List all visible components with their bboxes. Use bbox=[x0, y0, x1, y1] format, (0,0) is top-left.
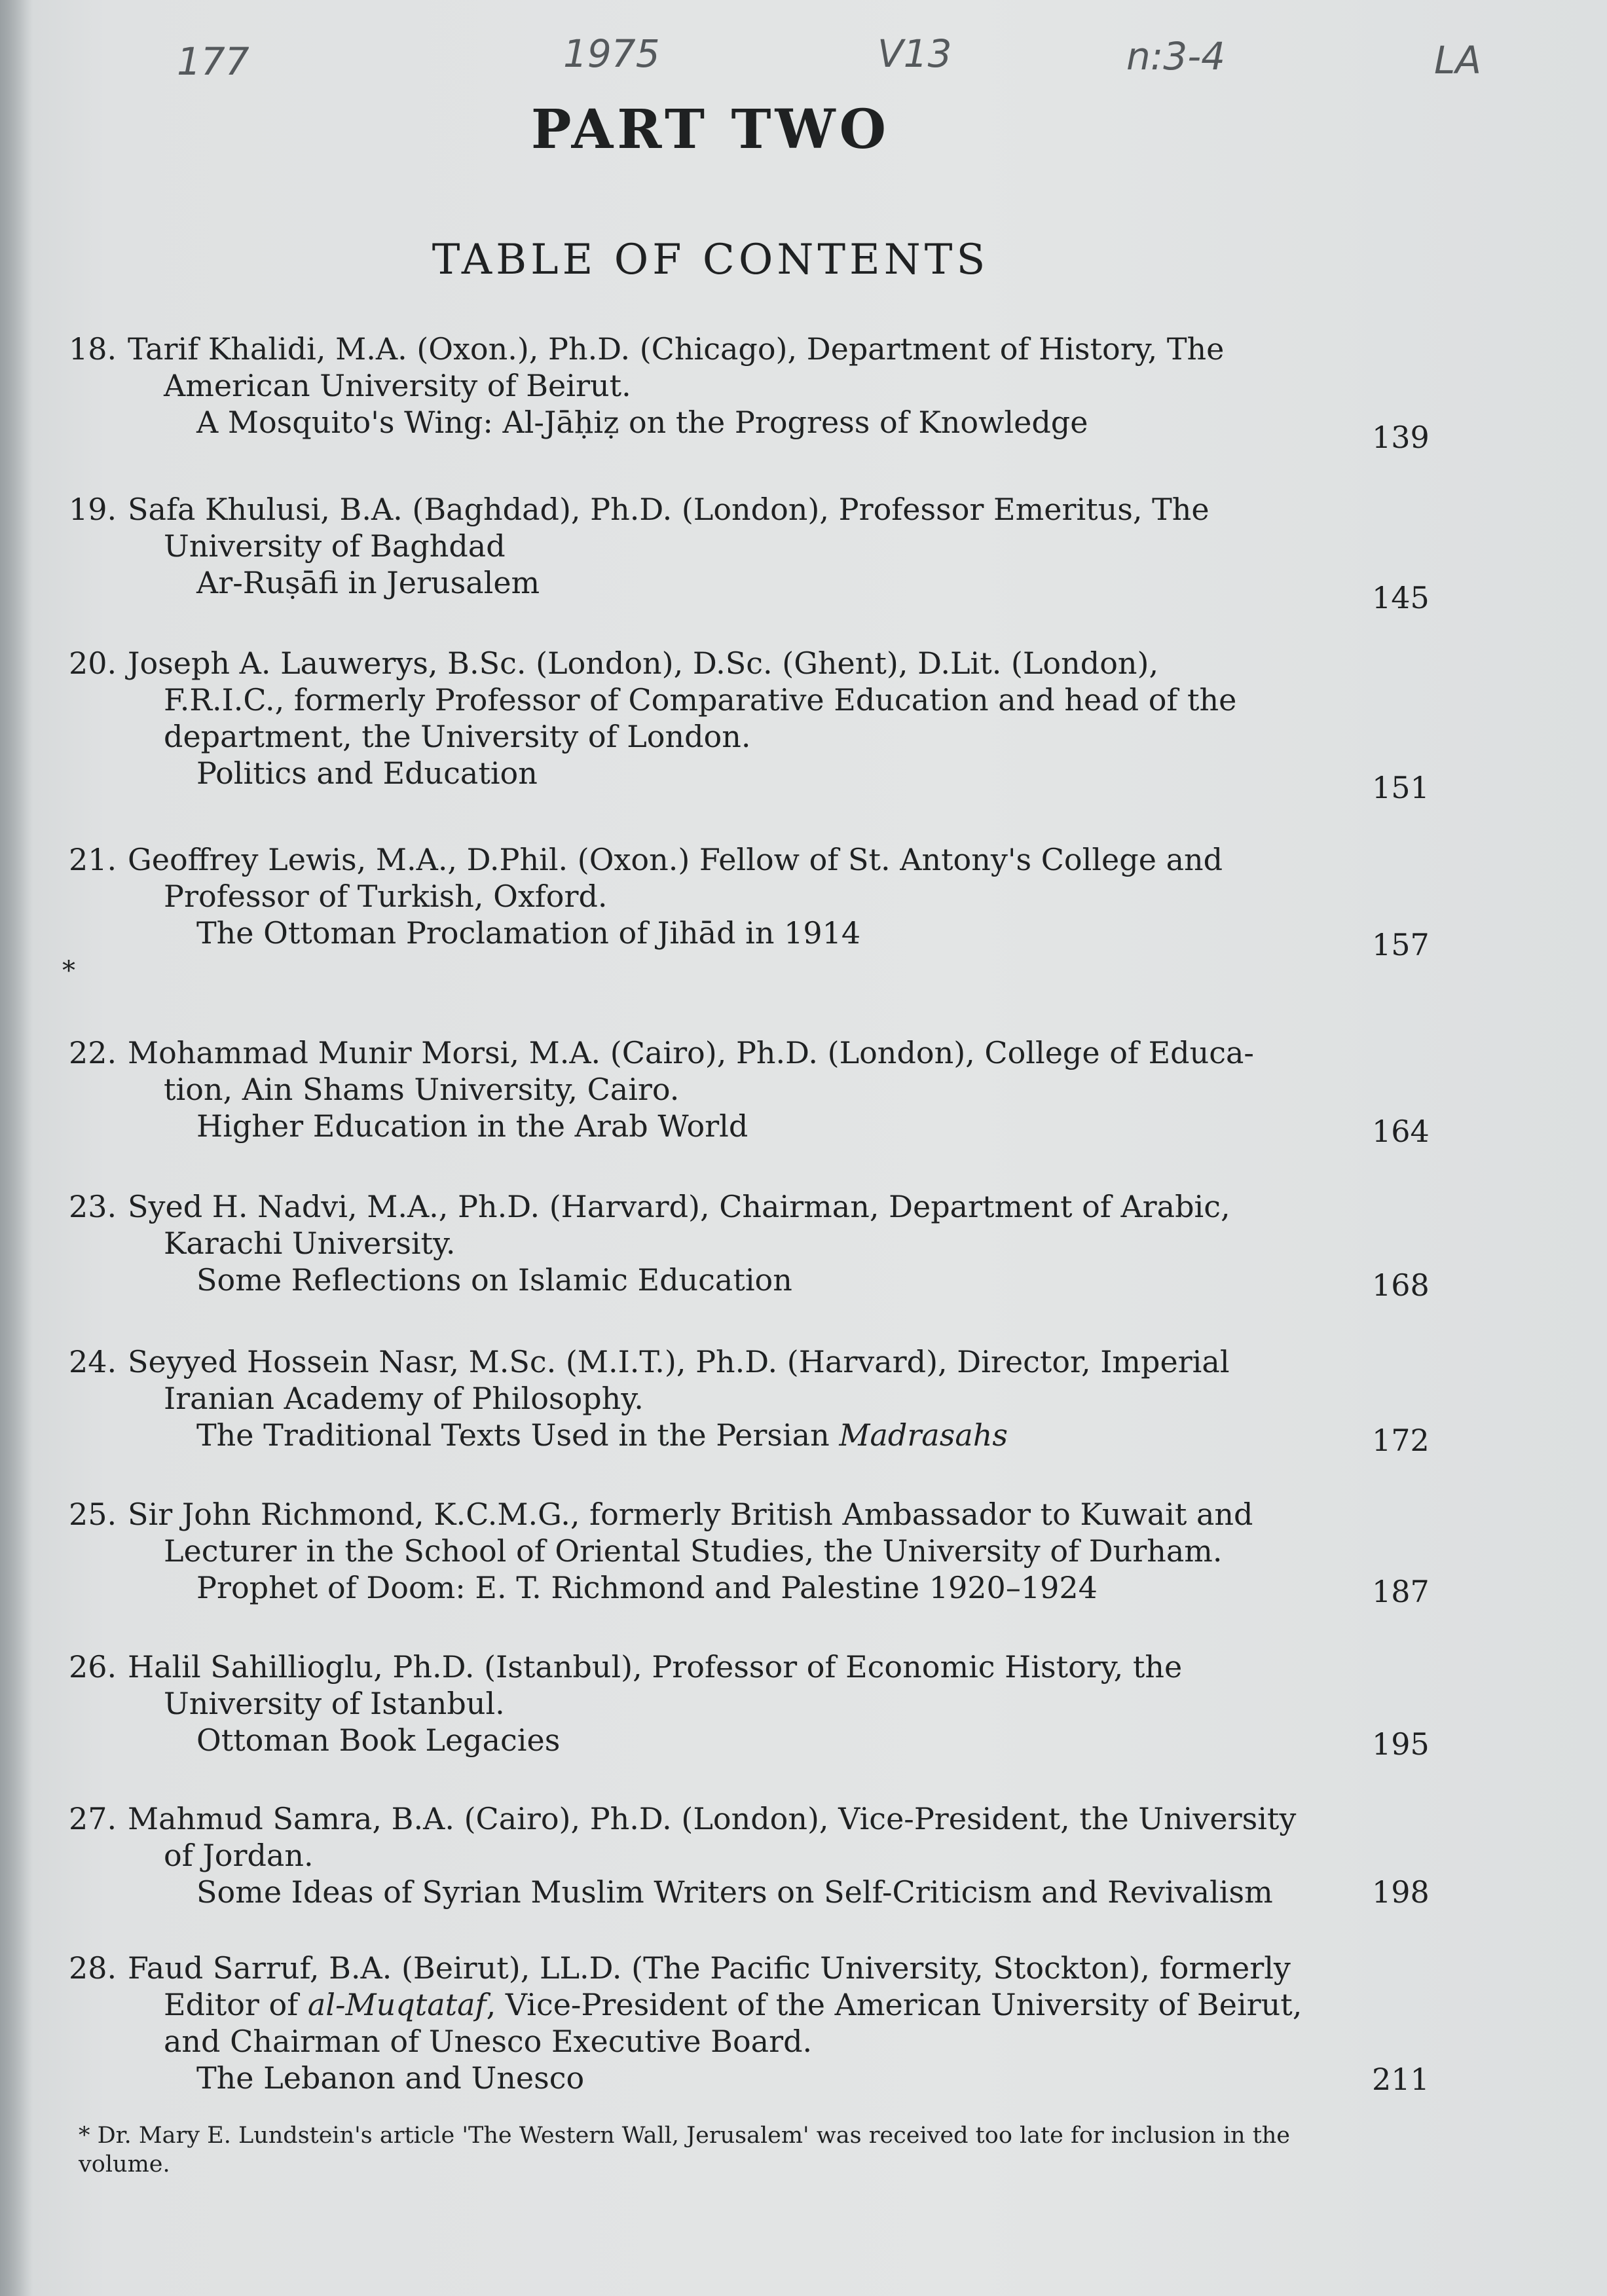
entry-affiliation-post: , Vice-President of the American University of Beirut, bbox=[486, 1987, 1302, 2022]
entry-author: Safa Khulusi, B.A. (Baghdad), Ph.D. (London), Professor Emeritus, The bbox=[128, 492, 1210, 527]
toc-entry-24 bbox=[69, 1343, 1430, 1458]
toc-entry-18 bbox=[69, 331, 1430, 455]
entry-author: Mohammad Munir Morsi, M.A. (Cairo), Ph.D. (London), College of Educa- bbox=[128, 1035, 1254, 1070]
entry-author: Seyyed Hossein Nasr, M.Sc. (M.I.T.), Ph.D. (Harvard), Director, Imperial bbox=[128, 1344, 1230, 1379]
entry-page-number: 145 bbox=[1372, 580, 1430, 615]
entry-title: Ar-Ruṣāfi in Jerusalem bbox=[196, 565, 540, 600]
toc-entry-22 bbox=[69, 1034, 1430, 1149]
spine-shadow bbox=[0, 0, 33, 2296]
entry-page-number: 168 bbox=[1372, 1267, 1430, 1303]
toc-entry-25 bbox=[69, 1496, 1430, 1609]
entry-number: 21. bbox=[69, 842, 117, 877]
handwritten-note-4: n:3-4 bbox=[1126, 34, 1226, 79]
entry-page-number: 164 bbox=[1372, 1114, 1430, 1149]
entry-author: Joseph A. Lauwerys, B.Sc. (London), D.Sc. (Ghent), D.Lit. (London), bbox=[128, 646, 1159, 681]
entry-number: 22. bbox=[69, 1035, 117, 1070]
part-title: PART TWO bbox=[530, 98, 891, 161]
entry-number: 18. bbox=[69, 331, 117, 367]
entry-affiliation: and Chairman of Unesco Executive Board. bbox=[164, 2024, 813, 2059]
entry-title: Some Reflections on Islamic Education bbox=[196, 1262, 792, 1298]
entry-affiliation: tion, Ain Shams University, Cairo. bbox=[164, 1072, 680, 1107]
entry-number: 27. bbox=[69, 1801, 117, 1836]
entry-number: 28. bbox=[69, 1950, 117, 1986]
entry-page-number: 157 bbox=[1372, 927, 1430, 962]
handwritten-note-3: V13 bbox=[877, 31, 952, 76]
entry-page-number: 187 bbox=[1372, 1574, 1430, 1609]
handwritten-note-1: 177 bbox=[177, 39, 249, 84]
entry-author: Faud Sarruf, B.A. (Beirut), LL.D. (The Pacific University, Stockton), formerly bbox=[128, 1950, 1291, 1986]
entry-affiliation: of Jordan. bbox=[164, 1838, 314, 1873]
entry-title: The Lebanon and Unesco bbox=[196, 2060, 585, 2096]
handwritten-note-2: 1975 bbox=[563, 31, 660, 76]
entry-number: 23. bbox=[69, 1189, 117, 1224]
entry-number: 24. bbox=[69, 1344, 117, 1379]
toc-entry-20 bbox=[69, 645, 1430, 805]
entry-number: 20. bbox=[69, 646, 117, 681]
handwritten-note-5: LA bbox=[1434, 38, 1481, 82]
entry-author: Geoffrey Lewis, M.A., D.Phil. (Oxon.) Fellow of St. Antony's College and bbox=[128, 842, 1223, 877]
toc-entry-26 bbox=[69, 1649, 1430, 1762]
entry-affiliation: Karachi University. bbox=[164, 1226, 456, 1261]
entry-author: Halil Sahillioglu, Ph.D. (Istanbul), Professor of Economic History, the bbox=[128, 1649, 1183, 1685]
toc-entry-28 bbox=[69, 1950, 1430, 2097]
entry-affiliation-italic: al-Muqtataf bbox=[307, 1987, 487, 2022]
entry-page-number: 151 bbox=[1372, 770, 1430, 805]
entry-title: A Mosquito's Wing: Al-Jāḥiẓ on the Progress of Knowledge bbox=[196, 405, 1088, 440]
entry-title: Higher Education in the Arab World bbox=[196, 1108, 748, 1144]
entry-page-number: 198 bbox=[1372, 1874, 1430, 1910]
entry-affiliation: University of Istanbul. bbox=[164, 1686, 505, 1721]
entry-affiliation: Iranian Academy of Philosophy. bbox=[164, 1381, 644, 1416]
toc-entry-21 bbox=[62, 841, 1430, 986]
entry-affiliation: F.R.I.C., formerly Professor of Comparative Education and head of the bbox=[164, 682, 1237, 718]
entry-title-italic: Madrasahs bbox=[839, 1417, 1008, 1453]
entry-affiliation: University of Baghdad bbox=[164, 528, 506, 564]
entry-title: The Ottoman Proclamation of Jihād in 1914 bbox=[196, 915, 861, 951]
entry-author: Sir John Richmond, K.C.M.G., formerly British Ambassador to Kuwait and bbox=[128, 1497, 1253, 1532]
entry-affiliation: Professor of Turkish, Oxford. bbox=[164, 879, 608, 914]
entry-page-number: 211 bbox=[1372, 2062, 1430, 2097]
entry-author: Syed H. Nadvi, M.A., Ph.D. (Harvard), Chairman, Department of Arabic, bbox=[128, 1189, 1230, 1224]
entry-affiliation: department, the University of London. bbox=[164, 719, 751, 754]
entry-page-number: 172 bbox=[1372, 1423, 1430, 1458]
entry-page-number: 139 bbox=[1372, 420, 1430, 455]
footnote: * Dr. Mary E. Lundstein's article 'The Western Wall, Jerusalem' was received too late for inclusion in the volume. bbox=[79, 2123, 1291, 2178]
entry-number: 26. bbox=[69, 1649, 117, 1685]
toc-entry-27 bbox=[69, 1800, 1430, 1910]
entry-affiliation-pre: Editor of bbox=[164, 1987, 308, 2022]
toc-entry-23 bbox=[69, 1188, 1430, 1303]
toc-entry-19 bbox=[69, 491, 1430, 615]
entry-title: Politics and Education bbox=[196, 756, 538, 791]
entry-title: Some Ideas of Syrian Muslim Writers on Self-Criticism and Revivalism bbox=[196, 1874, 1273, 1910]
entry-title: Ottoman Book Legacies bbox=[196, 1722, 561, 1758]
entry-title: Prophet of Doom: E. T. Richmond and Palestine 1920–1924 bbox=[196, 1570, 1098, 1605]
footnote-marker: * bbox=[62, 956, 75, 986]
entry-number: 25. bbox=[69, 1497, 117, 1532]
entry-author: Tarif Khalidi, M.A. (Oxon.), Ph.D. (Chicago), Department of History, The bbox=[128, 331, 1225, 367]
entry-affiliation: American University of Beirut. bbox=[164, 368, 631, 403]
entry-affiliation: Lecturer in the School of Oriental Studies, the University of Durham. bbox=[164, 1533, 1223, 1569]
entry-page-number: 195 bbox=[1372, 1726, 1430, 1762]
entry-author: Mahmud Samra, B.A. (Cairo), Ph.D. (London), Vice-President, the University bbox=[128, 1801, 1297, 1836]
entry-title: The Traditional Texts Used in the Persian bbox=[196, 1417, 830, 1453]
toc-title: TABLE OF CONTENTS bbox=[432, 236, 989, 284]
entry-number: 19. bbox=[69, 492, 117, 527]
